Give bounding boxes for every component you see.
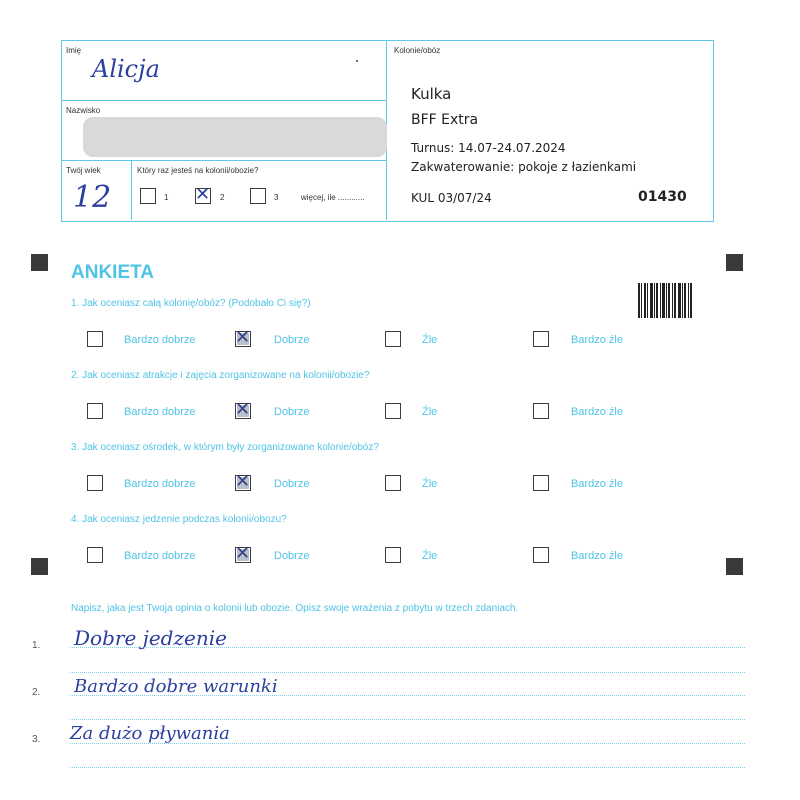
opinion-line-2-text[interactable]: Bardzo dobre warunki — [74, 676, 278, 697]
kolonie-name: Kulka — [411, 85, 452, 103]
opinion-line-number-2: 2. — [32, 687, 41, 698]
q3-bardzo-zle-label: Bardzo źle — [571, 478, 623, 490]
q3-dobrze-checkbox[interactable] — [235, 471, 251, 492]
q1-dobrze-label: Dobrze — [274, 334, 310, 346]
opinion-line-1-text[interactable]: Dobre jedzenie — [74, 626, 227, 650]
x-mark-icon: ✕ — [235, 399, 251, 420]
q4-zle-label: Źle — [422, 550, 438, 562]
q2-bardzo-zle-checkbox[interactable] — [533, 403, 549, 419]
registration-marker-bottom-left — [31, 558, 48, 575]
barcode-icon — [638, 283, 692, 318]
x-mark-icon: ✕ — [235, 543, 251, 564]
q1-bardzo-dobrze-checkbox[interactable] — [87, 331, 103, 347]
small-dot — [356, 60, 358, 62]
q3-zle-checkbox[interactable] — [385, 475, 401, 491]
ktory-raz-checkbox-3[interactable] — [250, 188, 266, 204]
q2-bardzo-zle-label: Bardzo źle — [571, 406, 623, 418]
q1-bardzo-dobrze-label: Bardzo dobrze — [124, 334, 196, 346]
q2-bardzo-dobrze-label: Bardzo dobrze — [124, 406, 196, 418]
imie-label: Imię — [66, 46, 82, 55]
registration-marker-bottom-right — [726, 558, 743, 575]
q1-bardzo-zle-checkbox[interactable] — [533, 331, 549, 347]
opinion-line-3b — [70, 767, 745, 768]
q4-dobrze-checkbox[interactable] — [235, 543, 251, 564]
q1-bardzo-zle-label: Bardzo źle — [571, 334, 623, 346]
wiek-label: Twój wiek — [66, 166, 101, 175]
opinion-line-number-1: 1. — [32, 640, 41, 651]
ktory-raz-checkbox-1[interactable] — [140, 188, 156, 204]
q4-bardzo-dobrze-checkbox[interactable] — [87, 547, 103, 563]
opinion-line-2b — [70, 719, 745, 720]
registration-marker-top-left — [31, 254, 48, 271]
imie-value[interactable]: Alicja — [92, 55, 160, 83]
opinion-line-3-text[interactable]: Za dużo pływania — [70, 723, 230, 744]
q3-bardzo-dobrze-checkbox[interactable] — [87, 475, 103, 491]
q1-dobrze-checkbox[interactable] — [235, 327, 251, 348]
kolonie-program: BFF Extra — [411, 112, 479, 128]
kolonie-code: KUL 03/07/24 — [411, 191, 492, 205]
opinion-line-1b — [70, 672, 745, 673]
nazwisko-label: Nazwisko — [66, 106, 101, 115]
ktory-raz-option-2: 2 — [220, 193, 225, 202]
question-2: 2. Jak oceniasz atrakcje i zajęcia zorganizowane na kolonii/obozie? — [71, 370, 370, 381]
x-mark-icon: ✕ — [195, 184, 211, 205]
q3-zle-label: Źle — [422, 478, 438, 490]
q2-zle-label: Źle — [422, 406, 438, 418]
x-mark-icon: ✕ — [235, 327, 251, 348]
q1-zle-label: Źle — [422, 334, 438, 346]
kolonie-label: Kolonie/obóz — [394, 46, 441, 55]
ktory-raz-option-1: 1 — [164, 193, 169, 202]
q4-bardzo-dobrze-label: Bardzo dobrze — [124, 550, 196, 562]
q4-zle-checkbox[interactable] — [385, 547, 401, 563]
opinion-prompt: Napisz, jaka jest Twoja opinia o kolonii lub obozie. Opisz swoje wrażenia z pobytu w trzech zdaniach. — [71, 603, 519, 614]
q2-zle-checkbox[interactable] — [385, 403, 401, 419]
question-3: 3. Jak oceniasz ośrodek, w którym były zorganizowane kolonie/obóz? — [71, 442, 379, 453]
q2-bardzo-dobrze-checkbox[interactable] — [87, 403, 103, 419]
q1-zle-checkbox[interactable] — [385, 331, 401, 347]
q3-bardzo-dobrze-label: Bardzo dobrze — [124, 478, 196, 490]
q4-bardzo-zle-label: Bardzo źle — [571, 550, 623, 562]
q4-dobrze-label: Dobrze — [274, 550, 310, 562]
q2-dobrze-checkbox[interactable] — [235, 399, 251, 420]
q4-bardzo-zle-checkbox[interactable] — [533, 547, 549, 563]
header-divider-wiek — [131, 160, 132, 220]
q3-bardzo-zle-checkbox[interactable] — [533, 475, 549, 491]
form-number: 01430 — [638, 189, 687, 205]
ktory-raz-checkbox-2[interactable] — [195, 184, 211, 205]
ktory-raz-option-more: więcej, ile ............ — [301, 193, 365, 202]
ktory-raz-option-3: 3 — [274, 193, 279, 202]
header-divider-h1 — [61, 100, 387, 101]
opinion-line-1 — [70, 647, 745, 648]
zakwaterowanie: Zakwaterowanie: pokoje z łazienkami — [411, 160, 637, 174]
question-4: 4. Jak oceniasz jedzenie podczas kolonii/obozu? — [71, 514, 287, 525]
opinion-line-3 — [70, 743, 745, 744]
nazwisko-redacted — [83, 117, 387, 157]
survey-title: ANKIETA — [71, 262, 155, 283]
q3-dobrze-label: Dobrze — [274, 478, 310, 490]
x-mark-icon: ✕ — [235, 471, 251, 492]
wiek-value[interactable]: 12 — [73, 180, 112, 215]
question-1: 1. Jak oceniasz całą kolonię/obóz? (Podobało Ci się?) — [71, 298, 311, 309]
opinion-line-number-3: 3. — [32, 734, 41, 745]
header-divider-h2 — [61, 160, 387, 161]
q2-dobrze-label: Dobrze — [274, 406, 310, 418]
registration-marker-top-right — [726, 254, 743, 271]
opinion-line-2 — [70, 695, 745, 696]
ktory-raz-label: Który raz jesteś na kolonii/obozie? — [137, 166, 259, 175]
turnus: Turnus: 14.07-24.07.2024 — [411, 141, 566, 155]
